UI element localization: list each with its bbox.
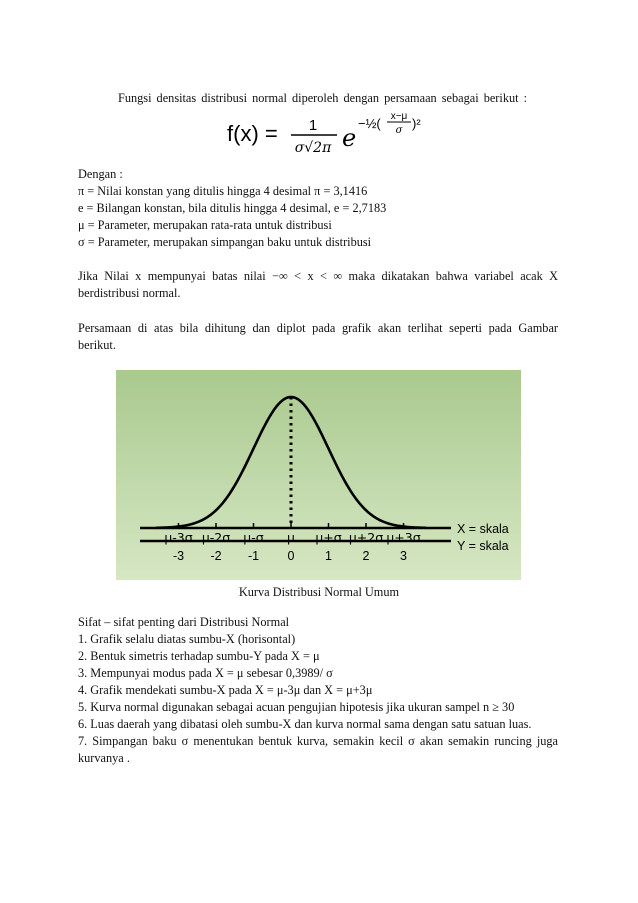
- x-scale-label: μ-3σ: [164, 530, 193, 545]
- x-scale-label: μ-σ: [243, 530, 264, 545]
- legend-y-scale: Y = skala: [457, 539, 509, 553]
- y-scale-label: 0: [287, 549, 295, 563]
- legend-x-scale: X = skala: [457, 522, 509, 536]
- definition-e: e = Bilangan konstan, bila ditulis hingga 4 desimal, e = 2,7183: [78, 201, 387, 215]
- definition-mu: μ = Parameter, merupakan rata-rata untuk distribusi: [78, 218, 332, 232]
- paragraph-1-line-1: Jika Nilai x mempunyai batas nilai −∞ < x < ∞ maka dikatakan bahwa variabel acak X: [78, 269, 558, 283]
- y-scale-label: 1: [325, 549, 332, 563]
- properties-heading: Sifat – sifat penting dari Distribusi Normal: [78, 615, 290, 629]
- y-scale-label: 2: [362, 549, 370, 563]
- y-scale-label: -2: [210, 549, 222, 563]
- x-scale-label: μ+3σ: [386, 530, 421, 545]
- formula-base-e: e: [342, 124, 357, 152]
- x-scale-label: μ-2σ: [201, 530, 231, 545]
- formula-numerator: 1: [308, 117, 318, 134]
- formula-exp-denominator: σ: [395, 125, 403, 136]
- y-scale-label: -3: [172, 549, 185, 563]
- paragraph-2-line-1: Persamaan di atas bila dihitung dan diplot pada grafik akan terlihat seperti pada Gambar: [78, 321, 558, 335]
- property-item-1: 1. Grafik selalu diatas sumbu-X (horisontal): [78, 632, 296, 646]
- normal-density-formula: [225, 108, 430, 160]
- property-item-5: 5. Kurva normal digunakan sebagai acuan pengujian hipotesis jika ukuran sampel n ≥ 30: [78, 700, 515, 714]
- property-item-4: 4. Grafik mendekati sumbu-X pada X = μ-3μ dan X = μ+3μ: [78, 683, 373, 697]
- paragraph-2-line-2: berikut.: [78, 338, 116, 352]
- x-scale-label: μ+σ: [315, 530, 342, 545]
- formula-exp-close: )²: [412, 116, 421, 131]
- property-item-3: 3. Mempunyai modus pada X = μ sebesar 0,3989/ σ: [78, 666, 333, 680]
- formula-lhs: f(x) =: [227, 121, 278, 146]
- formula-exponent: −½(: [358, 116, 381, 131]
- formula-denominator: σ√2π: [294, 140, 332, 156]
- formula-exp-numerator: x−μ: [390, 111, 408, 122]
- figure-caption: Kurva Distribusi Normal Umum: [238, 585, 400, 599]
- intro-text: Fungsi densitas distribusi normal diperoleh dengan persamaan sebagai berikut :: [118, 91, 528, 105]
- property-item-6: 6. Luas daerah yang dibatasi oleh sumbu-X dan kurva normal sama dengan satu satuan luas.: [78, 717, 532, 731]
- definition-pi: π = Nilai konstan yang ditulis hingga 4 desimal π = 3,1416: [78, 184, 368, 198]
- property-item-2: 2. Bentuk simetris terhadap sumbu-Y pada X = μ: [78, 649, 320, 663]
- paragraph-1-line-2: berdistribusi normal.: [78, 286, 181, 300]
- y-scale-label: 3: [400, 549, 407, 563]
- definition-sigma: σ = Parameter, merupakan simpangan baku untuk distribusi: [78, 235, 372, 249]
- x-scale-label: μ+2σ: [348, 530, 384, 545]
- y-scale-label: -1: [247, 549, 260, 563]
- property-item-7: 7. Simpangan baku σ menentukan bentuk kurva, semakin kecil σ akan semakin runcing juga: [78, 734, 558, 748]
- definitions-heading: Dengan :: [78, 167, 123, 181]
- x-scale-label: μ: [287, 530, 295, 545]
- normal-curve-figure: [116, 370, 521, 580]
- property-item-7-continued: kurvanya .: [78, 751, 130, 765]
